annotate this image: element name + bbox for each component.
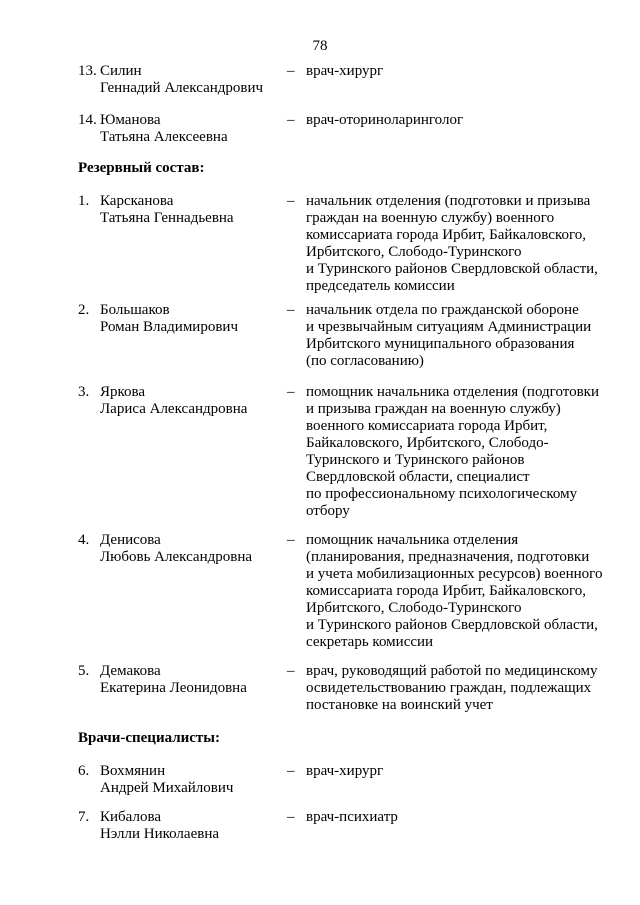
position-description	[306, 763, 618, 780]
dash-separator: –	[287, 663, 295, 679]
person-name	[100, 63, 285, 97]
surname: Большаков	[100, 302, 170, 318]
role-line: Ирбитского, Слободо-Туринского	[306, 244, 522, 260]
given-names: Татьяна Алексеевна	[100, 129, 228, 145]
page-number: 78	[312, 38, 328, 54]
given-names: Нэлли Николаевна	[100, 826, 220, 842]
role-line: отбору	[306, 503, 350, 519]
item-number: 13.	[78, 63, 97, 79]
role-line: помощник начальника отделения	[306, 532, 519, 548]
role-line: и призыва граждан на военную службу)	[306, 401, 561, 417]
role-line: (по согласованию)	[306, 353, 424, 369]
surname: Яркова	[100, 384, 146, 400]
given-names: Андрей Михайлович	[100, 780, 234, 796]
dash-separator: –	[287, 63, 295, 79]
given-names: Татьяна Геннадьевна	[100, 210, 234, 226]
given-names: Екатерина Леонидовна	[100, 680, 247, 696]
role-line: врач-оториноларинголог	[306, 112, 464, 128]
role-line: комиссариата города Ирбит, Байкаловского,	[306, 583, 587, 599]
role-line: Туринского и Туринского районов	[306, 452, 525, 468]
role-line: Ирбитского, Слободо-Туринского	[306, 600, 522, 616]
person-name	[100, 302, 285, 336]
person-name	[100, 809, 285, 843]
surname: Демакова	[100, 663, 161, 679]
position-description	[306, 112, 618, 129]
person-name	[100, 763, 285, 797]
item-number: 5.	[78, 663, 90, 679]
dash-separator: –	[287, 384, 295, 400]
surname: Силин	[100, 63, 142, 79]
section-heading-doctors: Врачи-специалисты:	[78, 730, 221, 746]
section-heading-reserve: Резервный состав:	[78, 160, 205, 176]
person-name	[100, 384, 285, 418]
position-description	[306, 302, 618, 370]
role-line: врач-хирург	[306, 63, 384, 79]
role-line: помощник начальника отделения (подготовки	[306, 384, 599, 400]
role-line: Ирбитского муниципального образования	[306, 336, 575, 352]
role-line: комиссариата города Ирбит, Байкаловского,	[306, 227, 587, 243]
item-number: 14.	[78, 112, 97, 128]
role-line: начальник отделения (подготовки и призыва	[306, 193, 591, 209]
surname: Вохмянин	[100, 763, 166, 779]
position-description	[306, 384, 618, 520]
given-names: Любовь Александровна	[100, 549, 252, 565]
role-line: освидетельствованию граждан, подлежащих	[306, 680, 592, 696]
item-number: 6.	[78, 763, 90, 779]
person-name	[100, 112, 285, 146]
role-line: и Туринского районов Свердловской области,	[306, 261, 598, 277]
role-line: граждан на военную службу) военного	[306, 210, 555, 226]
role-line: врач, руководящий работой по медицинскому	[306, 663, 598, 679]
surname: Кибалова	[100, 809, 161, 825]
item-number: 2.	[78, 302, 90, 318]
dash-separator: –	[287, 112, 295, 128]
role-line: по профессиональному психологическому	[306, 486, 578, 502]
role-line: председатель комиссии	[306, 278, 455, 294]
position-description	[306, 809, 618, 826]
role-line: начальник отдела по гражданской обороне	[306, 302, 579, 318]
position-description	[306, 63, 618, 80]
role-line: и чрезвычайным ситуациям Администрации	[306, 319, 592, 335]
dash-separator: –	[287, 763, 295, 779]
given-names: Геннадий Александрович	[100, 80, 264, 96]
position-description	[306, 193, 618, 295]
given-names: Лариса Александровна	[100, 401, 248, 417]
role-line: и Туринского районов Свердловской области,	[306, 617, 598, 633]
dash-separator: –	[287, 193, 295, 209]
given-names: Роман Владимирович	[100, 319, 238, 335]
person-name	[100, 193, 285, 227]
position-description	[306, 532, 618, 651]
dash-separator: –	[287, 532, 295, 548]
role-line: и учета мобилизационных ресурсов) военного	[306, 566, 603, 582]
role-line: постановке на воинский учет	[306, 697, 493, 713]
person-name	[100, 663, 285, 697]
dash-separator: –	[287, 809, 295, 825]
role-line: врач-хирург	[306, 763, 384, 779]
role-line: (планирования, предназначения, подготовки	[306, 549, 590, 565]
role-line: Свердловской области, специалист	[306, 469, 530, 485]
role-line: секретарь комиссии	[306, 634, 434, 650]
dash-separator: –	[287, 302, 295, 318]
item-number: 3.	[78, 384, 90, 400]
item-number: 4.	[78, 532, 90, 548]
surname: Денисова	[100, 532, 161, 548]
surname: Карсканова	[100, 193, 174, 209]
item-number: 1.	[78, 193, 90, 209]
position-description	[306, 663, 618, 714]
role-line: врач-психиатр	[306, 809, 398, 825]
person-name	[100, 532, 285, 566]
item-number: 7.	[78, 809, 90, 825]
role-line: Байкаловского, Ирбитского, Слободо-	[306, 435, 549, 451]
role-line: военного комиссариата города Ирбит,	[306, 418, 548, 434]
surname: Юманова	[100, 112, 161, 128]
